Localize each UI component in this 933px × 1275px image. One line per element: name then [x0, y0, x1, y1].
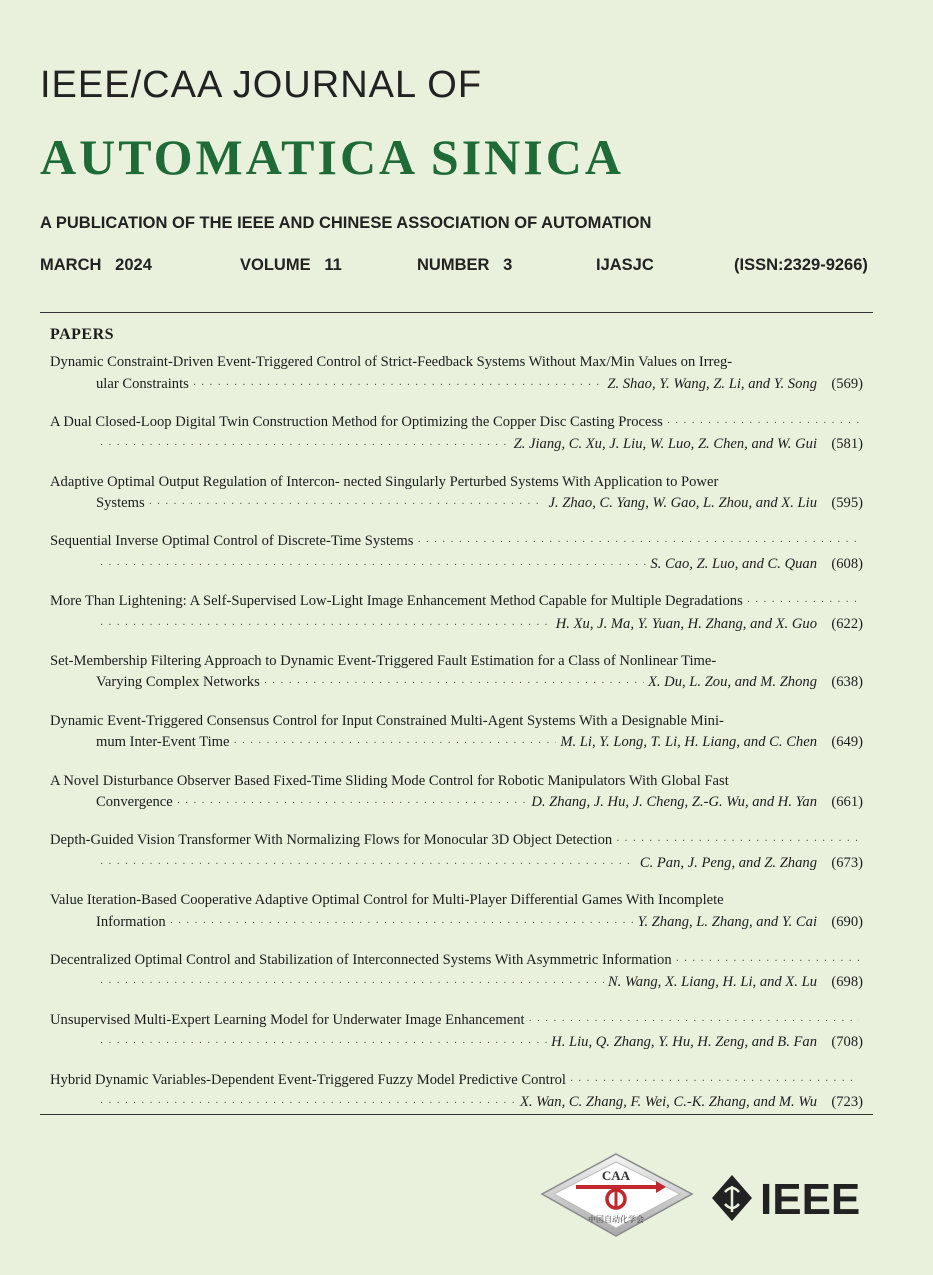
- paper-author-line: [50, 434, 863, 457]
- paper-authors: S. Cao, Z. Luo, and C. Quan: [650, 555, 817, 572]
- paper-title-line: [50, 472, 863, 494]
- paper-title: Sequential Inverse Optimal Control of Discrete-Time Systems: [50, 533, 414, 550]
- issue-number: NUMBER 3: [417, 256, 513, 274]
- paper-authors: Z. Shao, Y. Wang, Z. Li, and Y. Song: [607, 375, 817, 392]
- paper-entry: [50, 591, 863, 651]
- paper-title-continued: ular Constraints: [96, 375, 189, 392]
- publisher-logos: [540, 1152, 875, 1242]
- paper-authors: Y. Zhang, L. Zhang, and Y. Cai: [637, 913, 817, 930]
- paper-page: (581): [831, 436, 863, 453]
- bottom-divider: [40, 1114, 873, 1115]
- paper-author-line: [50, 972, 863, 995]
- leader-dots: [616, 830, 859, 853]
- leader-dots: [193, 374, 604, 397]
- paper-author-line: [50, 493, 863, 516]
- issn: (ISSN:2329-9266): [734, 256, 868, 274]
- paper-author-line: [50, 672, 863, 695]
- journal-name: AUTOMATICA SINICA: [40, 129, 624, 185]
- paper-title-continued: Varying Complex Networks: [96, 674, 260, 691]
- svg-text:中国自动化学会: 中国自动化学会: [588, 1215, 644, 1224]
- paper-page: (698): [831, 974, 863, 991]
- paper-title: Value Iteration-Based Cooperative Adaptive Optimal Control for Multi-Player Differential Games With Incomplete: [50, 892, 724, 909]
- paper-authors: X. Du, L. Zou, and M. Zhong: [647, 674, 817, 691]
- paper-page: (708): [831, 1034, 863, 1051]
- paper-title: Dynamic Event-Triggered Consensus Control for Input Constrained Multi-Agent Systems With a Designable Mini-: [50, 712, 724, 729]
- paper-title-line: [50, 711, 863, 733]
- paper-title-line: [50, 412, 863, 435]
- paper-entry: [50, 1010, 863, 1070]
- paper-title: A Dual Closed-Loop Digital Twin Construction Method for Optimizing the Copper Disc Casting Process: [50, 413, 663, 430]
- paper-author-line: [50, 1092, 863, 1115]
- paper-title-line: [50, 1070, 863, 1093]
- paper-page: (661): [831, 794, 863, 811]
- paper-authors: J. Zhao, C. Yang, W. Gao, L. Zhou, and X. Liu: [548, 495, 817, 512]
- paper-author-line: [50, 792, 863, 815]
- paper-title-continued: Systems: [96, 495, 145, 512]
- leader-dots: [100, 554, 646, 577]
- paper-page: (673): [831, 854, 863, 871]
- paper-title: Hybrid Dynamic Variables-Dependent Event-Triggered Fuzzy Model Predictive Control: [50, 1071, 566, 1088]
- paper-page: (723): [831, 1094, 863, 1111]
- issue-date: MARCH 2024: [40, 256, 152, 274]
- paper-title: More Than Lightening: A Self-Supervised Low-Light Image Enhancement Method Capable for Multiple Degradations: [50, 593, 743, 610]
- paper-page: (690): [831, 913, 863, 930]
- leader-dots: [529, 1010, 859, 1033]
- paper-entry: [50, 950, 863, 1010]
- leader-dots: [100, 1092, 516, 1115]
- paper-author-line: [50, 853, 863, 876]
- paper-title-continued: mum Inter-Event Time: [96, 734, 230, 751]
- leader-dots: [100, 434, 510, 457]
- leader-dots: [100, 853, 636, 876]
- paper-page: (569): [831, 375, 863, 392]
- leader-dots: [177, 792, 528, 815]
- section-title: PAPERS: [50, 326, 115, 343]
- paper-author-line: [50, 374, 863, 397]
- svg-text:CAA: CAA: [601, 1168, 631, 1183]
- paper-entry: [50, 1070, 863, 1130]
- paper-authors: D. Zhang, J. Hu, J. Cheng, Z.-G. Wu, and H. Yan: [531, 794, 817, 811]
- leader-dots: [570, 1070, 859, 1093]
- paper-author-line: [50, 554, 863, 577]
- leader-dots: [233, 732, 556, 755]
- leader-dots: [100, 972, 604, 995]
- paper-entry: [50, 771, 863, 831]
- leader-dots: [100, 1032, 547, 1055]
- paper-author-line: [50, 614, 863, 637]
- leader-dots: [100, 614, 552, 637]
- paper-title: Depth-Guided Vision Transformer With Normalizing Flows for Monocular 3D Object Detection: [50, 832, 613, 849]
- leader-dots: [170, 912, 634, 935]
- paper-page: (622): [831, 615, 863, 632]
- paper-title-continued: Convergence: [96, 794, 173, 811]
- paper-entry: [50, 412, 863, 472]
- paper-title: Set-Membership Filtering Approach to Dynamic Event-Triggered Fault Estimation for a Class of Nonlinear Time-: [50, 652, 717, 669]
- paper-title-line: [50, 890, 863, 912]
- paper-entry: [50, 711, 863, 771]
- paper-entry: [50, 472, 863, 532]
- paper-authors: Z. Jiang, C. Xu, J. Liu, W. Luo, Z. Chen, and W. Gui: [513, 436, 817, 453]
- paper-title-line: [50, 651, 863, 673]
- paper-title-line: [50, 352, 863, 374]
- paper-entry: [50, 531, 863, 591]
- paper-title-line: [50, 950, 863, 973]
- leader-dots: [149, 493, 545, 516]
- paper-authors: H. Xu, J. Ma, Y. Yuan, H. Zhang, and X. Guo: [555, 615, 817, 632]
- paper-page: (638): [831, 674, 863, 691]
- paper-title: Unsupervised Multi-Expert Learning Model for Underwater Image Enhancement: [50, 1011, 525, 1028]
- paper-authors: H. Liu, Q. Zhang, Y. Hu, H. Zeng, and B. Fan: [551, 1034, 817, 1051]
- paper-author-line: [50, 732, 863, 755]
- paper-entry: [50, 890, 863, 950]
- paper-title: Adaptive Optimal Output Regulation of Intercon- nected Singularly Perturbed Systems With Application to Power: [50, 473, 719, 490]
- paper-title: Dynamic Constraint-Driven Event-Triggered Control of Strict-Feedback Systems Without Max/Min Values on Irreg-: [50, 354, 733, 370]
- paper-title-line: [50, 531, 863, 554]
- paper-authors: X. Wan, C. Zhang, F. Wei, C.-K. Zhang, and M. Wu: [519, 1094, 817, 1111]
- leader-dots: [264, 672, 644, 695]
- paper-authors: N. Wang, X. Liang, H. Li, and X. Lu: [607, 974, 817, 991]
- paper-page: (595): [831, 495, 863, 512]
- paper-author-line: [50, 912, 863, 935]
- paper-title-line: [50, 830, 863, 853]
- publication-line: A PUBLICATION OF THE IEEE AND CHINESE ASSOCIATION OF AUTOMATION: [40, 214, 652, 232]
- leader-dots: [676, 950, 859, 973]
- leader-dots: [747, 591, 859, 614]
- paper-title-line: [50, 1010, 863, 1033]
- journal-prefix: IEEE/CAA JOURNAL OF: [40, 64, 483, 106]
- leader-dots: [667, 412, 859, 435]
- leader-dots: [417, 531, 859, 554]
- paper-entry: [50, 830, 863, 890]
- paper-title-line: [50, 771, 863, 793]
- issue-volume: VOLUME 11: [240, 256, 342, 274]
- paper-title-line: [50, 591, 863, 614]
- top-divider: [40, 312, 873, 313]
- paper-entry: [50, 352, 863, 412]
- paper-page: (649): [831, 734, 863, 751]
- paper-entry: [50, 651, 863, 711]
- paper-title: Decentralized Optimal Control and Stabilization of Interconnected Systems With Asymmetric Information: [50, 951, 672, 968]
- paper-authors: C. Pan, J. Peng, and Z. Zhang: [639, 854, 817, 871]
- paper-author-line: [50, 1032, 863, 1055]
- paper-title-continued: Information: [96, 913, 166, 930]
- table-of-contents: [50, 352, 863, 1129]
- paper-page: (608): [831, 555, 863, 572]
- journal-code: IJASJC: [596, 256, 654, 274]
- paper-authors: M. Li, Y. Long, T. Li, H. Liang, and C. Chen: [560, 734, 817, 751]
- ieee-logo: [710, 1172, 875, 1228]
- paper-title: A Novel Disturbance Observer Based Fixed-Time Sliding Mode Control for Robotic Manipulators With Global Fast: [50, 772, 729, 789]
- svg-text:IEEE: IEEE: [760, 1175, 861, 1224]
